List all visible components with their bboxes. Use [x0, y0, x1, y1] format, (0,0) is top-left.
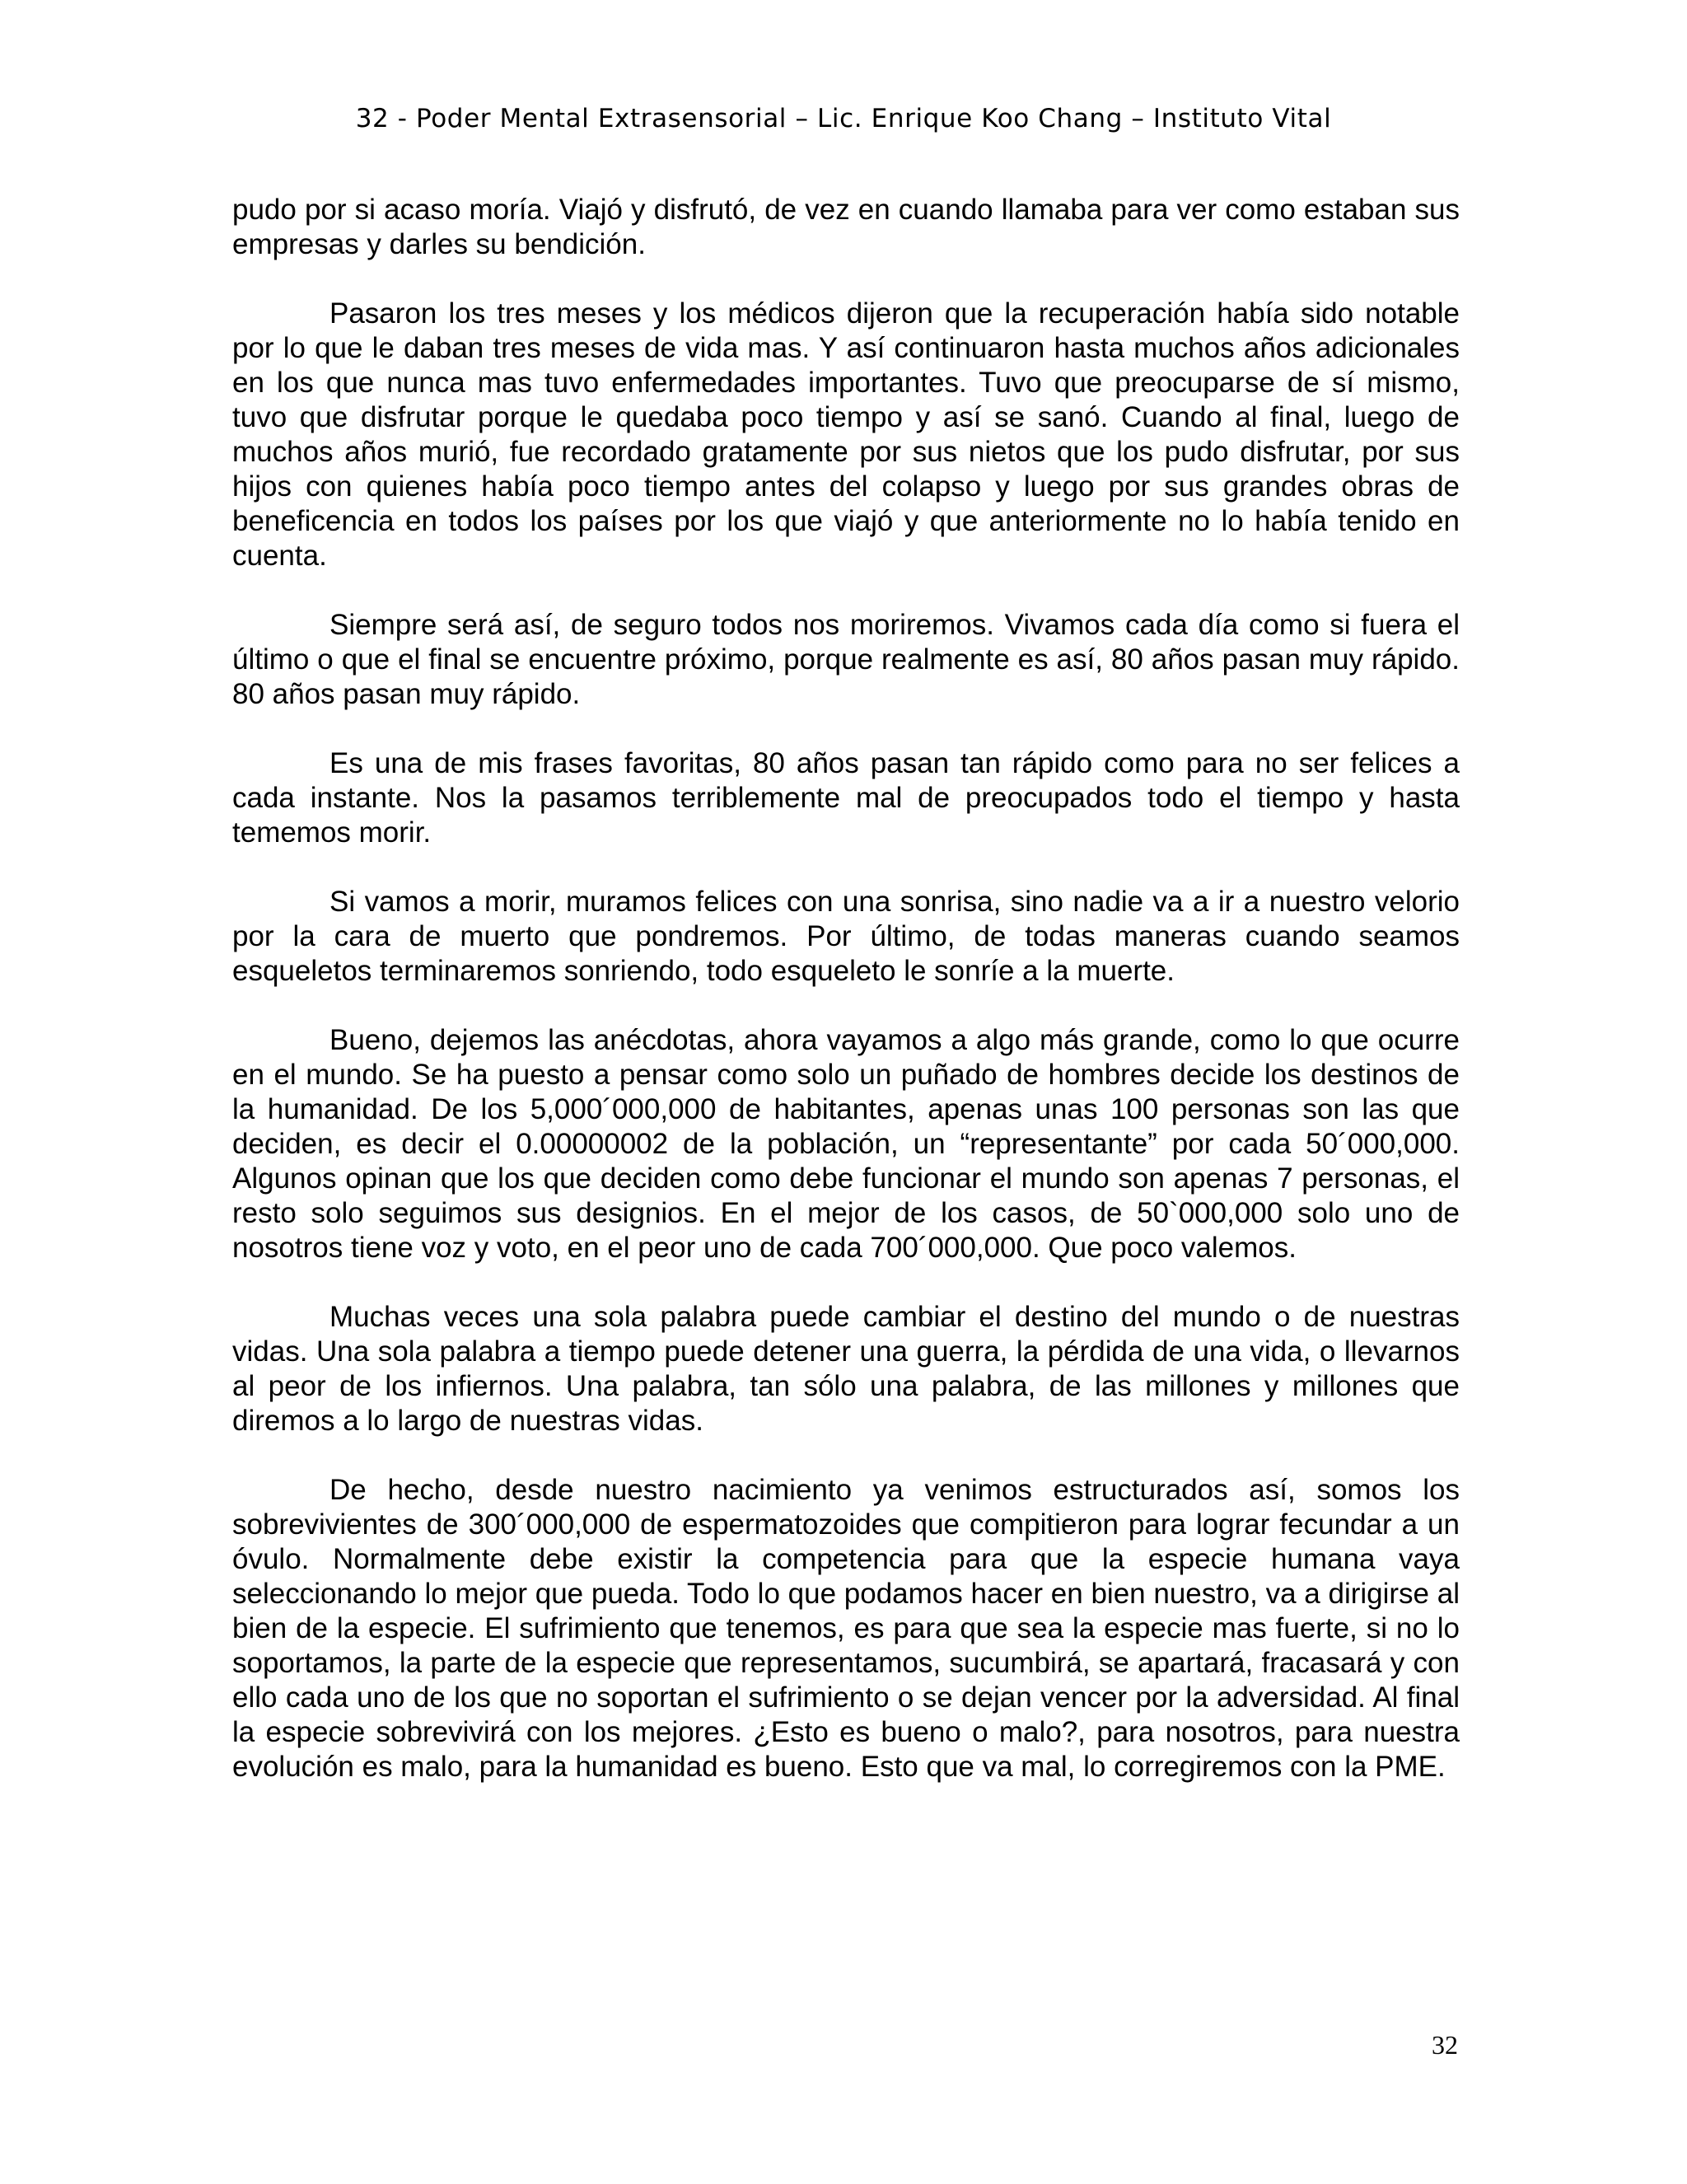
running-header: 32 - Poder Mental Extrasensorial – Lic. Enrique Koo Chang – Instituto Vital [355, 104, 1332, 133]
paragraph: Bueno, dejemos las anécdotas, ahora vayamos a algo más grande, como lo que ocurre en el mundo. Se ha puesto a pensar como solo un puñado de hombres decide los destinos de la humanidad. De los 5,000´000,000 de habitantes, apenas unas 100 personas son las que deciden, es decir el 0.00000002 de la población, un “representante” por cada 50´000,000. Algunos opinan que los que deciden como debe funcionar el mundo son apenas 7 personas, el resto solo seguimos sus designios. En el mejor de los casos, de 50`000,000 solo uno de nosotros tiene voz y voto, en el peor uno de cada 700´000,000. Que poco valemos. [232, 1024, 1460, 1264]
paragraph: Siempre será así, de seguro todos nos moriremos. Vivamos cada día como si fuera el último o que el final se encuentre próximo, porque realmente es así, 80 años pasan muy rápido. 80 años pasan muy rápido. [232, 609, 1460, 710]
paragraph: pudo por si acaso moría. Viajó y disfrutó, de vez en cuando llamaba para ver como estaban sus empresas y darles su bendición. [232, 194, 1460, 260]
paragraph: Pasaron los tres meses y los médicos dijeron que la recuperación había sido notable por lo que le daban tres meses de vida mas. Y así continuaron hasta muchos años adicionales en los que nunca mas tuvo enfermedades importantes. Tuvo que preocuparse de sí mismo, tuvo que disfrutar porque le quedaba poco tiempo y así se sanó. Cuando al final, luego de muchos años murió, fue recordado gratamente por sus nietos que los pudo disfrutar, por sus hijos con quienes había poco tiempo antes del colapso y luego por sus grandes obras de beneficencia en todos los países por los que viajó y que anteriormente no lo había tenido en cuenta. [232, 297, 1460, 572]
paragraph: De hecho, desde nuestro nacimiento ya venimos estructurados así, somos los sobrevivientes de 300´000,000 de espermatozoides que compitieron para lograr fecundar a un óvulo. Normalmente debe existir la competencia para que la especie humana vaya seleccionando lo mejor que pueda. Todo lo que podamos hacer en bien nuestro, va a dirigirse al bien de la especie. El sufrimiento que tenemos, es para que sea la especie mas fuerte, si no lo soportamos, la parte de la especie que representamos, sucumbirá, se apartará, fracasará y con ello cada uno de los que no soportan el sufrimiento o se dejan vencer por la adversidad. Al final la especie sobrevivirá con los mejores. ¿Esto es bueno o malo?, para nosotros, para nuestra evolución es malo, para la humanidad es bueno. Esto que va mal, lo corregiremos con la PME. [232, 1474, 1460, 1783]
body-text [232, 193, 1460, 1819]
paragraph: Si vamos a morir, muramos felices con una sonrisa, sino nadie va a ir a nuestro velorio por la cara de muerto que pondremos. Por último, de todas maneras cuando seamos esqueletos terminaremos sonriendo, todo esqueleto le sonríe a la muerte. [232, 886, 1460, 987]
page-number: 32 [1432, 2030, 1458, 2060]
paragraph: Es una de mis frases favoritas, 80 años pasan tan rápido como para no ser felices a cada instante. Nos la pasamos terriblemente mal de preocupados todo el tiempo y hasta tememos morir. [232, 747, 1460, 849]
paragraph: Muchas veces una sola palabra puede cambiar el destino del mundo o de nuestras vidas. Una sola palabra a tiempo puede detener una guerra, la pérdida de una vida, o llevarnos al peor de los infiernos. Una palabra, tan sólo una palabra, de las millones y millones que diremos a lo largo de nuestras vidas. [232, 1301, 1460, 1437]
